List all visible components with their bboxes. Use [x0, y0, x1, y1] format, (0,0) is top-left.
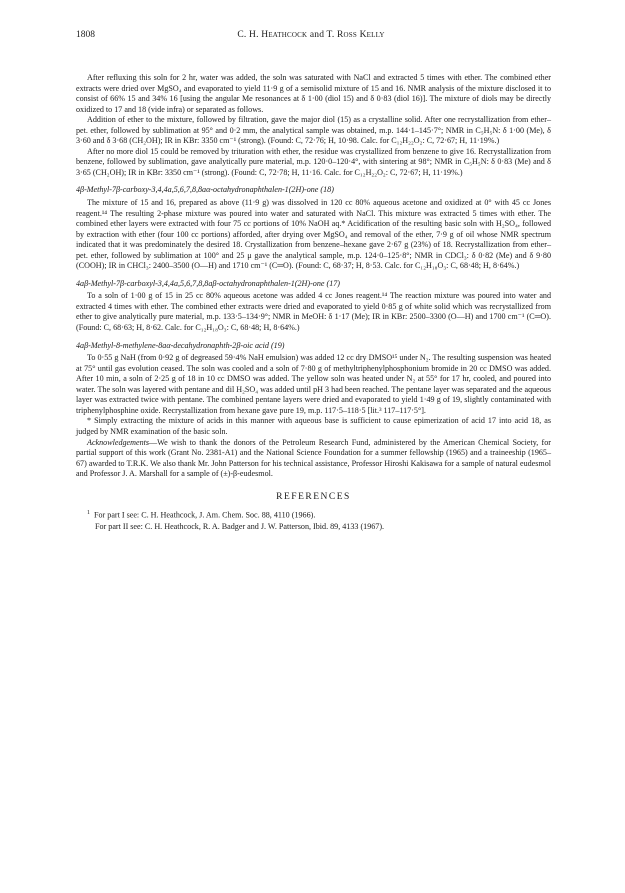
heading-compound-19	[76, 341, 551, 352]
footnote: * Simply extracting the mixture of acids in this manner with aqueous base is sufficient to cause epimerization of acid 17 into acid 18, as judged by NMR examination of the basic soln.	[76, 416, 551, 436]
reference-item	[76, 522, 551, 533]
references-title: REFERENCES	[276, 491, 351, 502]
acknowledgements-label: Acknowledgements	[87, 437, 150, 447]
authors-mid: and T.	[307, 30, 338, 40]
heading-compound-18-text: 4β-Methyl-7β-carboxy-3,4,4a,5,6,7,8,8aα-octahydronaphthalen-1(2H)-one (18)	[76, 185, 334, 195]
heading-compound-19-text: 4aβ-Methyl-8-methylene-8aα-decahydronaphth-2β-oic acid (19)	[76, 340, 285, 350]
authors-prefix: C. H.	[237, 30, 262, 40]
paragraph-compound-17: To a soln of 1·00 g of 15 in 25 cc 80% aqueous acetone was added 4 cc Jones reagent.¹⁴ The reaction mixture was poured into water and extracted 4 times with ether. The combined ether extracts were dried and evaporated to yield 0·85 g of white solid which was recrystallized from ether to give analytically pure material, m.p. 133·5–134·9°; NMR in MeOH: δ 1·17 (Me); IR in KBr: 2500–3300 (O—H) and 1700 cm⁻¹ (C═O). (Found: C, 68·63; H, 8·62. Calc. for C₁₂H₁₈O₃: C, 68·48; H, 8·64%.)	[76, 291, 551, 333]
author-heathcock: Heathcock	[261, 30, 308, 40]
paragraph-diol-16: After no more diol 15 could be removed by trituration with ether, the residue was crystallized from benzene to give 16. Recrystallization from benzene, followed by sublimation, gave analytically pure material, m.p. 120·0–120·4°, with sintering at 98°; NMR in C₅H₅N: δ 0·83 (Me) and δ 3·65 (CH₂OH); IR in KBr: 3350 cm⁻¹ (strong). (Found: C, 72·78; H, 11·16. Calc. for C₁₂H₂₂O₂: C, 72·67; H, 11·19%.)	[76, 146, 551, 177]
running-authors	[237, 30, 384, 40]
article-body	[76, 73, 551, 532]
paragraph-diol-15: Addition of ether to the mixture, followed by filtration, gave the major diol (15) as a crystalline solid. After one recrystallization from ether–pet. ether, followed by sublimation at 95° and 0·2 mm, the analytical sample was obtained, m.p. 144·1–145·7°; NMR in C₅H₅N: δ 1·00 (Me), δ 3·60 and δ 3·68 (CH₂OH); IR in KBr: 3350 cm⁻¹ (strong). (Found: C, 72·76; H, 10·98. Calc. for C₁₂H₂₂O₂: C, 72·67; H, 11·19%.)	[76, 115, 551, 146]
paragraph-reflux: After refluxing this soln for 2 hr, water was added, the soln was saturated with NaCl and extracted 5 times with ether. The combined ether extracts were dried over MgSO₄ and evaporated to yield 11·9 g of a semisolid mixture of 15 and 16. NMR analysis of the mixture disclosed it to consist of 66% 15 and 34% 16 [using the angular Me resonances at δ 1·00 (diol 15) and δ 0·83 (diol 16)]. The mixture of diols may be directly oxidized to 17 and 18 (vide infra) or separated as follows.	[76, 73, 551, 114]
heading-compound-17-text: 4aβ-Methyl-7β-carboxyl-3,4,4a,5,6,7,8,8aβ-octahydronaphthalen-1(2H)-one (17)	[76, 278, 340, 288]
page-number: 1808	[76, 30, 95, 40]
paragraph-compound-19: To 0·55 g NaH (from 0·92 g of degreased 59·4% NaH emulsion) was added 12 cc dry DMSO¹⁵ under N₂. The resulting suspension was heated at 75° until gas evolution ceased. The soln was cooled and a soln of 7·80 g of methyltriphenylphosphonium bromide in 20 cc DMSO was added. After 10 min, a soln of 2·25 g of 18 in 10 cc DMSO was added. The yellow soln was heated under N₂ at 55° for 17 hr, cooled, and poured into water. The soln was layered with pentane and dil H₂SO₄ was added until pH 3 had been reached. The pentane layer was separated and the aqueous layer was extracted twice with pentane. The combined pentane layers were dried and evaporated to yield 1·49 g of 19, slightly contaminated with triphenylphosphine oxide. Recrystallization from hexane gave pure 19, m.p. 117·5–118·5 [lit.³ 117–117·5°].	[76, 353, 551, 415]
reference-number: 1	[87, 510, 90, 517]
acknowledgements	[76, 438, 551, 480]
reference-text: For part II see: C. H. Heathcock, R. A. Badger and J. W. Patterson, Ibid. 89, 4133 (1967).	[95, 521, 385, 531]
reference-item	[76, 508, 551, 521]
author-kelly: Ross Kelly	[337, 30, 385, 40]
paragraph-compound-18: The mixture of 15 and 16, prepared as above (11·9 g) was dissolved in 120 cc 80% aqueous acetone and oxidized at 0° with 45 cc Jones reagent.¹⁴ The resulting 2-phase mixture was poured into water and saturated with NaCl. This mixture was extracted 5 times with ether. The combined ether layers were extracted with four 75 cc portions of 10% NaOH aq.* Acidification of the resulting basic soln with H₂SO₄, followed by extraction with ether (four 100 cc portions) afforded, after drying over MgSO₄ and removal of the ether, 7·9 g of oil whose NMR spectrum indicated that it was predominately the desired 18. Crystallization from benzene–hexane gave 2·67 g (23%) of 18. Recrystallization from ether–pet. ether, followed by sublimation at 100° and 25 μ gave the analytical sample, m.p. 124·0–125·8°; NMR in CDCl₃: δ 0·82 (Me) and δ 9·80 (COOH); IR in CHCl₃: 2400–3500 (O—H) and 1710 cm⁻¹ (C═O). (Found: C, 68·37; H, 8·53. Calc. for C₁₂H₁₈O₃: C, 68·48; H, 8·64%.)	[76, 198, 551, 271]
heading-compound-17	[76, 279, 551, 290]
acknowledgements-text: —We wish to thank the donors of the Petroleum Research Fund, administered by the American Chemical Society, for partial support of this work (Grant No. 2381-A1) and the National Science Foundation for a summer fellowship (1965) and a traineeship (1965–67) awarded to T.R.K. We also thank Mr. John Patterson for his technical assistance, Professor Hiroshi Kakisawa for a sample of natural eudesmol and Professor J. A. Marshall for a sample of (±)-β-eudesmol.	[76, 437, 551, 479]
heading-compound-18	[76, 185, 551, 196]
reference-text: For part I see: C. H. Heathcock, J. Am. Chem. Soc. 88, 4110 (1966).	[94, 510, 316, 520]
running-header	[76, 30, 551, 40]
